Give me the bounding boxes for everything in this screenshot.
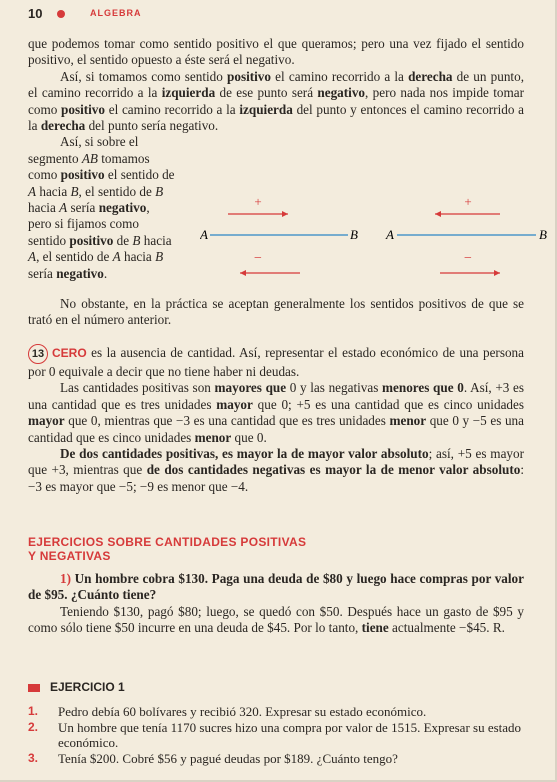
t: derecha — [408, 68, 453, 84]
t: 0 y las negativas — [286, 380, 383, 396]
t: hacia — [28, 200, 60, 216]
arrowhead-left-icon — [240, 270, 246, 276]
t: Así, si tomamos como sentido — [60, 68, 228, 84]
t: menor — [389, 413, 427, 429]
paragraph-1 — [28, 36, 524, 69]
t: sería — [28, 265, 57, 281]
arrowhead-right-icon — [282, 211, 288, 217]
t: positivo — [61, 101, 105, 117]
t: positivo — [227, 68, 271, 84]
t: B — [155, 249, 164, 265]
exercise-text: Un hombre que tenía 1170 sucres hizo una compra por valor de 1515. Expresar su estado económico. — [58, 719, 522, 750]
t: A — [28, 249, 37, 265]
point-B-left: B — [350, 227, 358, 242]
t: negativo — [317, 85, 366, 101]
p1-text: que podemos tomar como sentido positivo el que queramos; pero una vez fijado el sentido positivo, el sentido opuesto a éste será el negativo. — [28, 36, 524, 68]
t: es la ausencia de cantidad. Así, representar el estado económico de una persona por 0 equivale a decir que no tiene haber ni deudas. — [28, 345, 524, 379]
t: B — [155, 183, 164, 199]
arrowhead-left-icon — [435, 211, 441, 217]
segment-diagram-svg — [200, 192, 550, 292]
t: , el sentido de — [78, 183, 156, 199]
t: negativo — [98, 200, 147, 216]
ejercicio-label: EJERCICIO 1 — [50, 680, 125, 694]
t: Las cantidades positivas son — [60, 380, 215, 396]
t: el sentido de — [104, 167, 175, 183]
page-header — [28, 6, 548, 24]
t: derecha — [40, 118, 86, 134]
exercises-heading-line1: EJERCICIOS SOBRE CANTIDADES POSITIVAS — [28, 535, 307, 549]
t: tomamos como — [28, 150, 150, 183]
t: izquierda — [161, 85, 216, 101]
t: sería — [67, 200, 99, 216]
t: A — [112, 249, 121, 265]
p4-text: No obstante, en la práctica se aceptan generalmente los sentidos positivos de que se trató en el número anterior. — [28, 296, 524, 328]
t: hacia — [120, 249, 156, 265]
exercises-heading — [28, 535, 306, 563]
t: mayores que — [214, 380, 287, 396]
page-number: 10 — [28, 6, 43, 21]
t: mayor — [28, 413, 65, 429]
t: positivo — [60, 167, 105, 183]
t: del punto sería negativo. — [85, 118, 219, 134]
minus-sign-right: − — [464, 251, 472, 266]
exercise-number: 1. — [28, 704, 39, 718]
t: izquierda — [239, 101, 293, 117]
header-dot-icon — [57, 10, 65, 18]
t: De dos cantidades positivas, es mayor la de mayor valor absoluto — [60, 446, 429, 462]
arrowhead-right-icon — [494, 270, 500, 276]
problem-1 — [28, 571, 524, 637]
section-13-p3 — [28, 446, 524, 495]
t: AB — [81, 150, 98, 166]
t: hacia — [36, 183, 71, 199]
book-title: ALGEBRA — [90, 8, 142, 18]
t: de un punto, el camino recorrido a la — [28, 68, 524, 101]
t: . Así, +3 es una cantidad que es tres unidades — [28, 380, 525, 412]
t: hacia — [140, 232, 172, 248]
t: A — [28, 183, 37, 199]
t: positivo — [69, 232, 114, 248]
t: , pero nada nos impide tomar como — [28, 85, 524, 117]
paragraph-3 — [28, 134, 176, 282]
exercise-text: Pedro debía 60 bolívares y recibió 320. Expresar su estado económico. — [58, 704, 427, 719]
exercise-text: Tenía $200. Cobré $56 y pagué deudas por $189. ¿Cuánto tengo? — [58, 750, 398, 766]
t: que 0 y −5 es una cantidad que es cinco unidades — [28, 413, 524, 445]
segment-diagram — [200, 192, 550, 292]
plus-sign-left: + — [254, 194, 262, 209]
section-13 — [28, 344, 524, 495]
t: que 0; +5 es una cantidad que es cinco unidades — [252, 396, 524, 412]
t: A — [59, 200, 68, 216]
section-number-badge: 13 — [28, 344, 48, 364]
t: B — [132, 232, 141, 248]
t: del punto y entonces el camino recorrido a la — [28, 101, 524, 134]
t: ; así, +5 es mayor que +3, mientras que — [28, 446, 524, 478]
section-13-p2 — [28, 380, 524, 446]
plus-sign-right: + — [464, 194, 472, 209]
t: actualmente −$45. R. — [388, 620, 505, 636]
exercise-item — [28, 704, 524, 720]
exercise-list — [28, 704, 524, 766]
point-A-left: A — [200, 227, 208, 242]
point-A-right: A — [386, 227, 394, 242]
minus-sign-left: − — [254, 251, 262, 266]
t: , el sentido de — [36, 249, 113, 265]
problem-1-number: 1) — [60, 571, 71, 586]
t: menor — [194, 429, 232, 445]
t: . — [103, 265, 108, 281]
t: , pero si fijamos como sentido — [28, 200, 150, 248]
point-B-right: B — [539, 227, 547, 242]
problem-1-solution — [28, 604, 524, 637]
t: mayor — [216, 396, 253, 412]
exercise-number: 3. — [28, 750, 39, 765]
t: el camino recorrido a la — [105, 101, 240, 117]
t: Teniendo $130, pagó $80; luego, se quedó con $50. Después hace un gasto de $95 y como sólo tiene $50 incurre en una deuda de $45. Por lo tanto, — [28, 603, 524, 636]
exercise-item — [28, 720, 524, 751]
exercise-number: 2. — [28, 719, 39, 734]
exercise-item — [28, 751, 524, 767]
t: de dos cantidades negativas es mayor la de menor valor absoluto — [146, 462, 521, 478]
t: negativo — [56, 265, 104, 281]
t: que 0. — [231, 429, 267, 445]
t: que 0, mientras que −3 es una cantidad que es tres unidades — [64, 413, 390, 429]
arrow-marker-icon — [28, 684, 40, 692]
section-13-intro — [28, 344, 524, 380]
t: Así, si sobre el segmento — [28, 134, 139, 166]
body-text-2 — [28, 296, 524, 329]
t: menores que 0 — [382, 380, 464, 396]
t: B — [70, 183, 79, 199]
t: : −3 es mayor que −5; −9 es menor que −4. — [28, 462, 524, 494]
exercises-heading-line2: Y NEGATIVAS — [28, 549, 111, 563]
ejercicio-heading — [28, 680, 125, 694]
t: Un hombre cobra $130. Paga una deuda de $80 y luego hace compras por valor de $95. ¿Cuánto tiene? — [28, 571, 524, 603]
t: de ese punto será — [215, 85, 318, 101]
paragraph-2 — [28, 69, 524, 135]
problem-1-question — [28, 571, 524, 604]
t: tiene — [361, 620, 389, 636]
cero-term: CERO — [52, 346, 87, 361]
t: de — [113, 232, 133, 248]
t: el camino recorrido a la — [271, 68, 409, 84]
paragraph-4 — [28, 296, 524, 329]
